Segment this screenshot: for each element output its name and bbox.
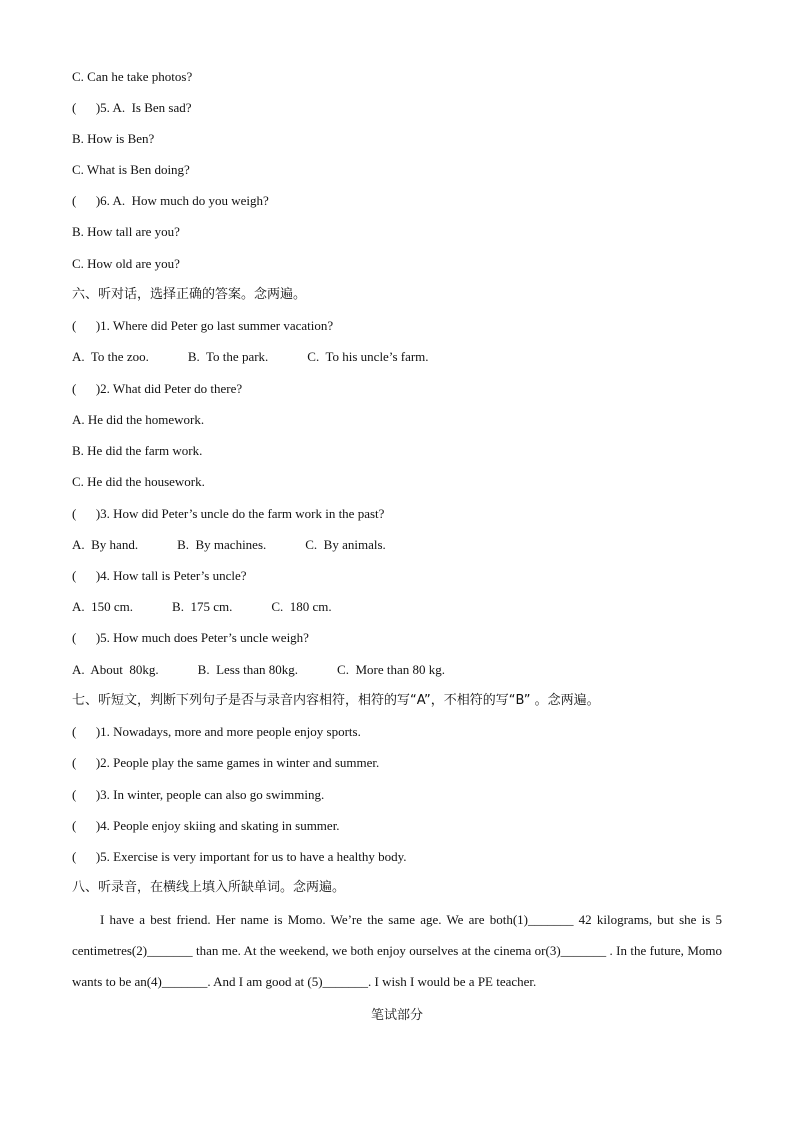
written-section-title: 笔试部分 [370, 1008, 423, 1023]
option-line: C. What is Ben doing? [72, 162, 190, 177]
question-line: ( )5. Exercise is very important for us to have a healthy body. [72, 849, 407, 864]
option-line: A. About 80kg. B. Less than 80kg. C. More than 80 kg. [72, 662, 446, 677]
fill-in-passage: I have a best friend. Her name is Momo. We’re the same age. We are both(1)_______ 42 kilograms, but she is 5 centimetres(2)_______ than me. At the weekend, we both enjoy ourselves at the cinema or(3)_______ . In the future, Momo wants to be an(4)_______. And I am good at (5)_______. I wish I would be a PE teacher. [72, 912, 722, 989]
option-line: A. He did the homework. [72, 412, 205, 427]
option-line: A. To the zoo. B. To the park. C. To his uncle’s farm. [72, 349, 429, 364]
question-line: ( )2. What did Peter do there? [72, 381, 243, 396]
question-line: ( )3. In winter, people can also go swimming. [72, 787, 325, 802]
option-line: B. How is Ben? [72, 131, 155, 146]
question-line: ( )3. How did Peter’s uncle do the farm work in the past? [72, 506, 385, 521]
option-line: C. How old are you? [72, 256, 180, 271]
option-line: A. 150 cm. B. 175 cm. C. 180 cm. [72, 599, 332, 614]
question-line: ( )2. People play the same games in winter and summer. [72, 755, 380, 770]
question-line: ( )4. People enjoy skiing and skating in summer. [72, 818, 340, 833]
question-line: ( )1. Nowadays, more and more people enjoy sports. [72, 724, 361, 739]
section-heading-8: 八、听录音，在横线上填入所缺单词。念两遍。 [72, 880, 346, 895]
option-line: B. He did the farm work. [72, 443, 203, 458]
question-line: ( )5. A. Is Ben sad? [72, 100, 192, 115]
option-line: B. How tall are you? [72, 224, 180, 239]
question-line: ( )4. How tall is Peter’s uncle? [72, 568, 247, 583]
option-line: C. Can he take photos? [72, 69, 193, 84]
section-heading-6: 六、听对话，选择正确的答案。念两遍。 [72, 287, 307, 302]
option-line: C. He did the housework. [72, 474, 205, 489]
question-line: ( )1. Where did Peter go last summer vacation? [72, 318, 334, 333]
question-line: ( )6. A. How much do you weigh? [72, 193, 269, 208]
section-heading-7: 七、听短文，判断下列句子是否与录音内容相符，相符的写“A”，不相符的写“B” 。念两遍。 [72, 693, 600, 708]
option-line: A. By hand. B. By machines. C. By animals. [72, 537, 386, 552]
question-line: ( )5. How much does Peter’s uncle weigh? [72, 630, 309, 645]
